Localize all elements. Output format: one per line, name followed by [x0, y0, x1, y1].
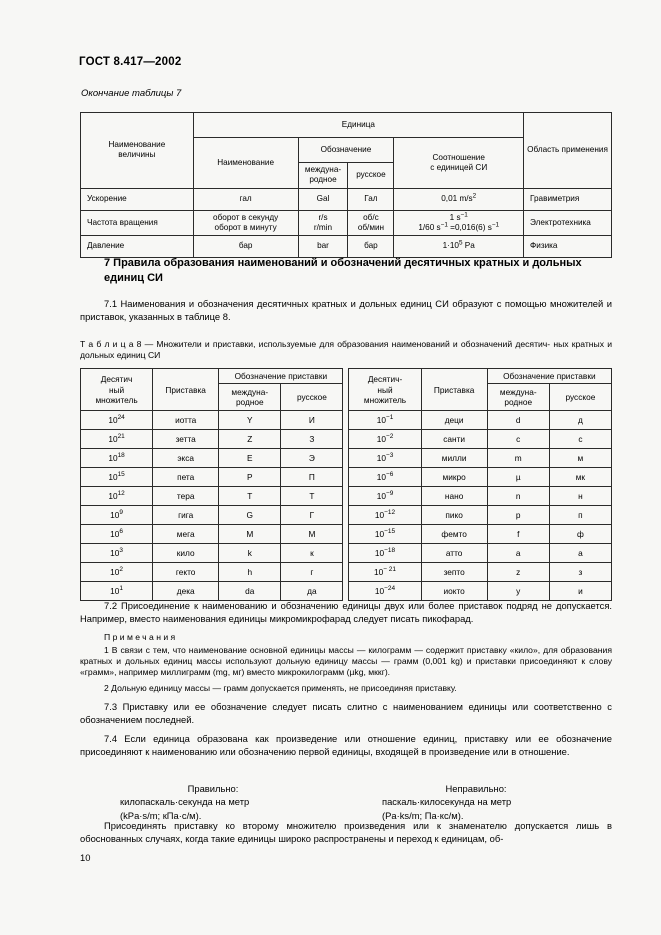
cell8-mult-left — [81, 563, 153, 582]
relation-sup: 2 — [472, 192, 477, 200]
cell8-rus-right: мк — [549, 468, 611, 487]
cell8-mult-right — [349, 506, 421, 525]
th-quantity-name-l2: величины — [118, 150, 156, 160]
table-row — [81, 188, 612, 210]
cell8-mult-left — [81, 544, 153, 563]
table-8-caption — [80, 339, 612, 361]
correct-line-2: (kPa·s/m; кПа·с/м). — [120, 809, 202, 821]
correct-example-column — [80, 782, 346, 822]
cell8-rus-right: с — [549, 430, 611, 449]
base-10: 10 — [108, 472, 118, 483]
standard-header: ГОСТ 8.417—2002 — [79, 56, 182, 68]
cell8-mult-left — [81, 468, 153, 487]
th8-mult-right-l3: множитель — [363, 394, 407, 405]
cell8-mult-right — [349, 487, 421, 506]
th8-intl-right — [487, 384, 549, 411]
table-row — [81, 369, 612, 384]
cell8-prefix-left: кило — [153, 544, 219, 563]
exp: 15 — [117, 471, 125, 479]
cell-intl: Gal — [298, 188, 348, 210]
th8-mult-right-l2: ный — [377, 384, 393, 395]
relation-l1: 1 s — [449, 212, 461, 222]
th8-mult-right-l1: Десятич- — [367, 374, 403, 385]
cell8-prefix-right: деци — [421, 411, 487, 430]
cell8-rus-left: З — [281, 430, 343, 449]
note-1: 1 В связи с тем, что наименование основной единицы массы — килограмм — содержит приставку «кило», для образования кратных и дольных единиц массы используют дольную единицу массы — грамм (0,001 kg) и приставки присоединяют к слову «грамм», например миллиграмм (mg, мг) вместо микрокилограмм (µkg, мккг). — [80, 645, 612, 678]
cell8-prefix-left: дека — [153, 582, 219, 601]
cell8-rus-left: к — [281, 544, 343, 563]
exp: 3 — [119, 547, 123, 555]
th-relation-l2: с единицей СИ — [430, 162, 488, 172]
base-10: 10 — [110, 567, 120, 578]
cell8-mult-right — [349, 544, 421, 563]
th8-multiplier-left — [81, 369, 153, 411]
cell8-mult-right — [349, 449, 421, 468]
cell-intl — [298, 210, 348, 236]
relation-sup: 5 — [458, 239, 463, 247]
relation-text: 1·10 — [442, 241, 459, 251]
cell8-intl-right: z — [487, 563, 549, 582]
base-10: 10 — [108, 453, 118, 464]
relation-l2-a: 1/60 s — [418, 222, 441, 232]
cell8-rus-right: д — [549, 411, 611, 430]
cell8-prefix-left: гига — [153, 506, 219, 525]
cell8-intl-right: c — [487, 430, 549, 449]
cell-rus: бар — [348, 236, 394, 258]
base-10: 10 — [108, 491, 118, 502]
th8-intl-left — [219, 384, 281, 411]
exp: 24 — [117, 414, 125, 422]
base-10: 10 — [108, 434, 118, 445]
th8-multiplier-right — [349, 369, 421, 411]
th-quantity-name-l1: Наименование — [108, 140, 166, 149]
section-7-heading — [104, 256, 612, 286]
cell8-mult-left — [81, 449, 153, 468]
cell8-mult-left — [81, 582, 153, 601]
cell8-intl-left: T — [219, 487, 281, 506]
cell8-prefix-right: зепто — [421, 563, 487, 582]
th-unit: Единица — [193, 113, 523, 138]
cell8-intl-left: M — [219, 525, 281, 544]
cell8-rus-left: П — [281, 468, 343, 487]
cell8-mult-left — [81, 525, 153, 544]
cell-unit-name: бар — [193, 236, 298, 258]
base-10: 10 — [374, 510, 385, 521]
cell-rus — [348, 210, 394, 236]
cell8-mult-right — [349, 430, 421, 449]
cell8-mult-left — [81, 430, 153, 449]
cell8-rus-right: и — [549, 582, 611, 601]
paragraph-7-2: 7.2 Присоединение к наименованию и обозначению единицы двух или более приставок подряд не допускается. Например, вместо наименования единицы микромикрофарад следует писать пикофарад. — [80, 600, 612, 624]
cell8-rus-left: г — [281, 563, 343, 582]
section-7-heading-l2: и дольных единиц СИ — [104, 257, 582, 284]
cell8-rus-left: Э — [281, 449, 343, 468]
cell8-prefix-right: микро — [421, 468, 487, 487]
th-relation — [394, 138, 524, 189]
cell8-intl-right: µ — [487, 468, 549, 487]
cell8-intl-left: G — [219, 506, 281, 525]
exp: −1 — [385, 414, 394, 422]
cell8-rus-right: н — [549, 487, 611, 506]
cell8-intl-left: da — [219, 582, 281, 601]
incorrect-line-1: паскаль·килосекунда на метр — [382, 796, 512, 808]
cell-relation — [394, 210, 524, 236]
th8-designation-right: Обозначение приставки — [487, 369, 611, 384]
cell8-prefix-right: иокто — [421, 582, 487, 601]
cell8-prefix-left: пета — [153, 468, 219, 487]
base-10: 10 — [376, 434, 386, 445]
relation-l1-sup: −1 — [460, 210, 468, 218]
cell8-rus-right: з — [549, 563, 611, 582]
paragraph-7-3: 7.3 Приставку или ее обозначение следует писать слитно с наименованием единицы или соответственно с обозначением последней. — [80, 701, 612, 725]
incorrect-line-2: (Pa·ks/m; Па·кс/м). — [382, 809, 464, 821]
page-number: 10 — [80, 852, 91, 863]
exp: 18 — [117, 452, 125, 460]
exp: − 21 — [383, 566, 397, 574]
base-10: 10 — [376, 415, 386, 426]
exp: −12 — [384, 509, 396, 517]
cell-rus: Гал — [348, 188, 394, 210]
th-relation-l1: Соотношение — [432, 152, 485, 162]
notes-title: Примечания — [104, 632, 178, 642]
cell8-rus-right: ф — [549, 525, 611, 544]
cell8-intl-left: E — [219, 449, 281, 468]
cell8-intl-left: P — [219, 468, 281, 487]
cell8-prefix-left: мега — [153, 525, 219, 544]
base-10: 10 — [374, 548, 385, 559]
cell8-prefix-right: пико — [421, 506, 487, 525]
cell8-rus-left: М — [281, 525, 343, 544]
table-row — [81, 236, 612, 258]
th8-mult-left-l3: множитель — [95, 394, 138, 405]
relation-l2-sup-b: −1 — [491, 221, 500, 229]
cell8-rus-left: Г — [281, 506, 343, 525]
base-10: 10 — [376, 472, 386, 483]
th8-intl-right-l1: междуна- — [499, 387, 537, 397]
cell8-intl-right: y — [487, 582, 549, 601]
exp: 12 — [117, 490, 125, 498]
base-10: 10 — [374, 529, 385, 540]
exp: −2 — [385, 433, 394, 441]
cell8-intl-right: p — [487, 506, 549, 525]
cell8-intl-left: k — [219, 544, 281, 563]
cell8-intl-right: d — [487, 411, 549, 430]
cell8-prefix-right: милли — [421, 449, 487, 468]
cell-unit-name — [193, 210, 298, 236]
relation-text: 0,01 m/s — [441, 193, 473, 203]
table-8-caption-l2: ных кратных и дольных единиц СИ — [80, 339, 612, 361]
cell8-rus-right: а — [549, 544, 611, 563]
cell8-prefix-left: тера — [153, 487, 219, 506]
cell8-mult-left — [81, 506, 153, 525]
cell8-prefix-left: гекто — [153, 563, 219, 582]
cell-application: Физика — [524, 236, 612, 258]
table-7-continuation — [80, 112, 612, 258]
base-10: 10 — [374, 567, 384, 578]
cell8-mult-right — [349, 582, 421, 601]
cell8-intl-right: n — [487, 487, 549, 506]
exp: −18 — [384, 547, 396, 555]
exp: 6 — [119, 528, 123, 536]
cell8-intl-left: h — [219, 563, 281, 582]
exp: −9 — [385, 490, 394, 498]
cell-application: Электротехника — [524, 210, 612, 236]
exp: −15 — [384, 528, 396, 536]
th8-intl-left-l2: родное — [235, 397, 264, 408]
intl-l2: r/min — [313, 222, 333, 232]
th-application: Область применения — [524, 113, 612, 189]
cell8-rus-left: да — [281, 582, 343, 601]
table7-continuation-caption: Окончание таблицы 7 — [81, 88, 182, 99]
th-intl-l1: междуна- — [304, 165, 342, 174]
intl-l1: r/s — [318, 212, 328, 222]
cell8-prefix-right: атто — [421, 544, 487, 563]
th8-russian-right: русское — [549, 384, 611, 411]
table-row — [81, 210, 612, 236]
cell8-prefix-left: зетта — [153, 430, 219, 449]
cell-relation — [394, 236, 524, 258]
base-10: 10 — [110, 586, 120, 597]
th8-prefix-right: Приставка — [421, 369, 487, 411]
th8-russian-left: русское — [281, 384, 343, 411]
cell8-rus-left: И — [281, 411, 343, 430]
cell8-mult-left — [81, 487, 153, 506]
th-quantity-name — [81, 113, 194, 189]
th-designation: Обозначение — [298, 138, 394, 163]
relation-tail: Pa — [462, 241, 475, 251]
th8-designation-left: Обозначение приставки — [219, 369, 343, 384]
cell8-mult-right — [349, 411, 421, 430]
exp: 21 — [117, 433, 125, 441]
th-intl-l2: родное — [309, 175, 337, 185]
table-row — [81, 113, 612, 138]
relation-l2-sup-a: −1 — [440, 221, 448, 229]
cell8-mult-right — [349, 468, 421, 487]
exp: −3 — [385, 452, 394, 460]
th8-intl-right-l2: родное — [504, 397, 533, 408]
correct-line-1: килопаскаль·секунда на метр — [120, 796, 250, 808]
correct-incorrect-examples — [80, 782, 612, 822]
note-2: 2 Дольную единицу массы — грамм допускается применять, не присоединяя приставку. — [104, 683, 457, 693]
cell8-prefix-right: фемто — [421, 525, 487, 544]
correct-title: Правильно: — [187, 783, 239, 794]
rus-l1: об/с — [363, 212, 379, 222]
exp: −6 — [385, 471, 394, 479]
paragraph-7-4: 7.4 Если единица образована как произведение или отношение единиц, приставку или ее обозначение присоединяют к наименованию или обозначению первой единицы, входящей в произведение или в отношение. — [80, 733, 612, 757]
base-10: 10 — [376, 491, 386, 502]
th-russian: русское — [348, 163, 394, 189]
cell8-intl-left: Y — [219, 411, 281, 430]
rus-l2: об/мин — [357, 222, 385, 232]
cell8-rus-right: п — [549, 506, 611, 525]
base-10: 10 — [374, 586, 385, 597]
base-10: 10 — [110, 529, 120, 540]
cell-unit-name: гал — [193, 188, 298, 210]
exp: 1 — [119, 585, 123, 593]
table-8-caption-l1: Т а б л и ц а 8 — Множители и приставки, используемые для образования наименований и обозначений десятич- — [80, 339, 551, 349]
cell-quantity: Ускорение — [81, 188, 194, 210]
cell8-mult-right — [349, 563, 421, 582]
cell-application: Гравиметрия — [524, 188, 612, 210]
th8-intl-left-l1: междуна- — [231, 387, 269, 397]
table-8 — [80, 368, 612, 601]
cell8-rus-right: м — [549, 449, 611, 468]
cell-quantity: Давление — [81, 236, 194, 258]
th-unit-name: Наименование — [193, 138, 298, 189]
cell-intl: bar — [298, 236, 348, 258]
paragraph-7-5: Присоединять приставку ко второму множителю произведения или к знаменателю допускается лишь в обоснованных случаях, когда такие единицы широко распространены и переход к единицам, об- — [80, 820, 612, 844]
exp: 2 — [119, 566, 123, 574]
th8-mult-left-l2: ный — [108, 384, 125, 395]
unit-name-l1: оборот в секунду — [213, 212, 279, 222]
unit-name-l2: оборот в минуту — [214, 222, 277, 232]
cell8-prefix-left: иотта — [153, 411, 219, 430]
cell8-intl-right: a — [487, 544, 549, 563]
incorrect-example-column — [346, 782, 606, 822]
th-intl — [298, 163, 348, 189]
cell-quantity: Частота вращения — [81, 210, 194, 236]
exp: 9 — [119, 509, 123, 517]
cell8-mult-left — [81, 411, 153, 430]
cell8-prefix-right: нано — [421, 487, 487, 506]
cell8-intl-right: m — [487, 449, 549, 468]
th8-prefix-left: Приставка — [153, 369, 219, 411]
cell8-prefix-left: экса — [153, 449, 219, 468]
incorrect-title: Неправильно: — [445, 783, 507, 794]
section-7-heading-l1: 7 Правила образования наименований и обозначений десятичных кратных — [104, 257, 520, 269]
cell8-rus-left: Т — [281, 487, 343, 506]
paragraph-7-1: 7.1 Наименования и обозначения десятичных кратных и дольных единиц СИ образуют с помощью множителей и приставок, указанных в таблице 8. — [80, 298, 612, 322]
th8-mult-left-l1: Десятич — [100, 374, 133, 385]
base-10: 10 — [110, 510, 120, 521]
cell8-prefix-right: санти — [421, 430, 487, 449]
cell8-intl-left: Z — [219, 430, 281, 449]
cell8-mult-right — [349, 525, 421, 544]
relation-l2-b: =0,016(6) s — [447, 222, 492, 232]
exp: −24 — [384, 585, 396, 593]
base-10: 10 — [110, 548, 120, 559]
cell-relation — [394, 188, 524, 210]
base-10: 10 — [376, 453, 386, 464]
cell8-intl-right: f — [487, 525, 549, 544]
base-10: 10 — [108, 415, 118, 426]
